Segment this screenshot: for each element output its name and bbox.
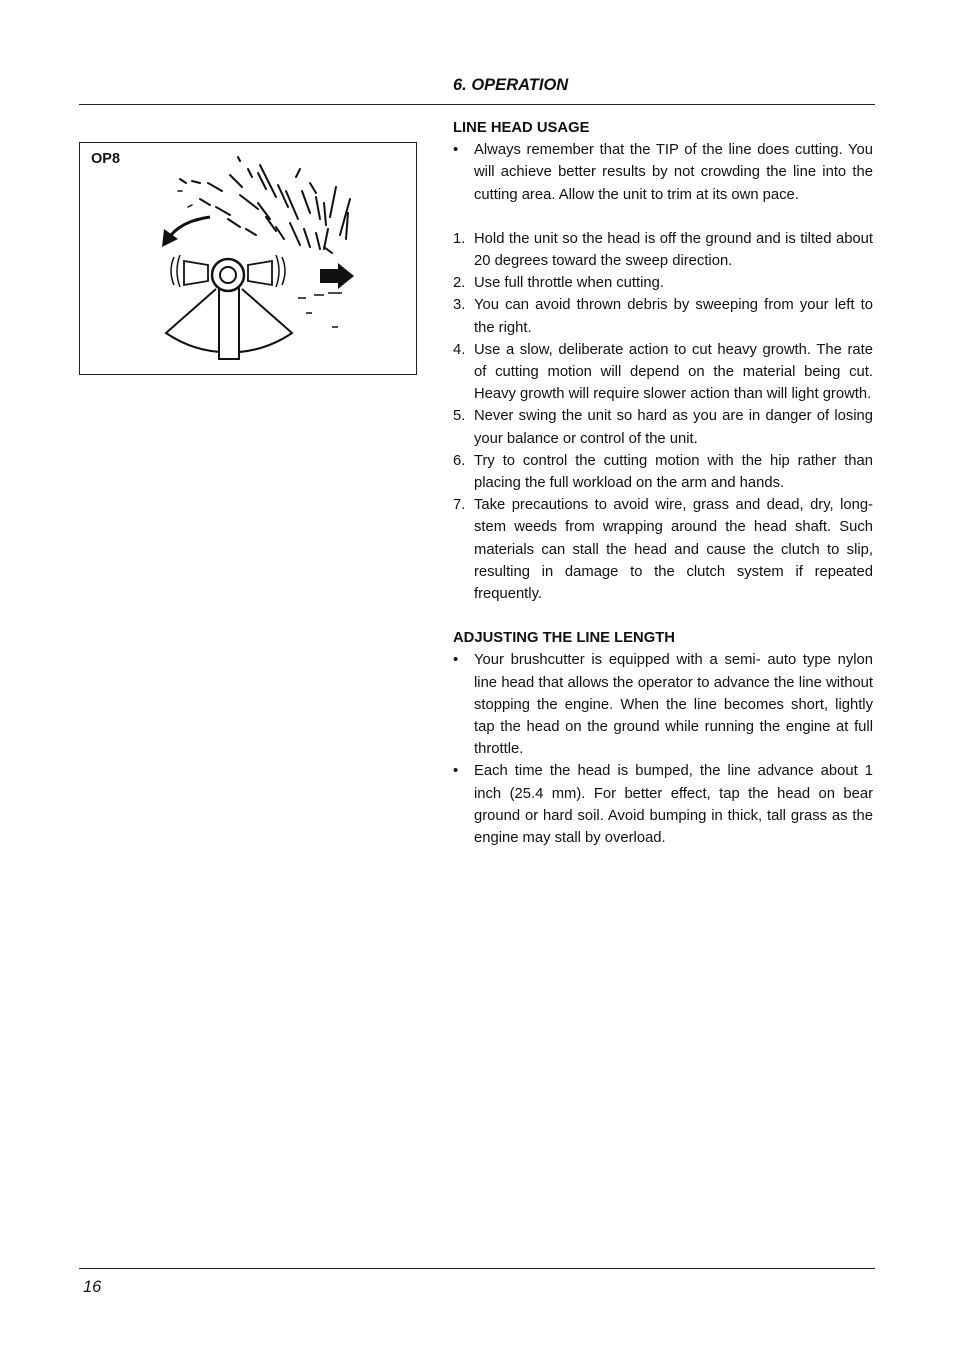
step-text: Try to control the cutting motion with the hip rather than placing the full workload on the arm and hands. (474, 452, 873, 492)
footer-rule (79, 1268, 875, 1269)
bullet-text: Your brushcutter is equipped with a semi- auto type nylon line head that allows the operator to advance the line without stopping the engine. When the line becomes short, lightly tap the head on the ground while running the engine at full throttle. (474, 652, 873, 758)
step-text: Use full throttle when cutting. (474, 275, 664, 292)
figure-label: OP8 (91, 151, 121, 167)
main-content (453, 117, 873, 849)
spacer (453, 605, 873, 627)
step-item (453, 272, 873, 294)
page-number: 16 (83, 1278, 102, 1296)
bullet-item (453, 139, 873, 206)
trimmer-sweep-illustration (80, 143, 416, 374)
step-number: 3. (453, 297, 466, 314)
step-item (453, 494, 873, 605)
step-number: 2. (453, 275, 466, 292)
step-item (453, 228, 873, 272)
step-text: Never swing the unit so hard as you are in danger of losing your balance or control of the unit. (474, 408, 873, 447)
figure-op8 (79, 142, 417, 375)
step-text: You can avoid thrown debris by sweeping from your left to the right. (474, 297, 873, 336)
bullet-marker: • (453, 763, 459, 780)
step-number: 6. (453, 452, 466, 469)
header-rule (79, 104, 875, 105)
step-text: Take precautions to avoid wire, grass and dead, dry, long-stem weeds from wrapping around the head shaft. Such materials can stall the head and cause the clutch to slip, resulting in damage to the clutch system if repeated frequently. (474, 497, 873, 603)
step-item (453, 450, 873, 494)
step-text: Use a slow, deliberate action to cut heavy growth. The rate of cutting motion will depend on the material being cut. Heavy growth will require slower action than will light growth. (474, 341, 873, 403)
spacer (453, 206, 873, 228)
step-number: 7. (453, 497, 466, 514)
step-number: 4. (453, 341, 466, 358)
bullet-marker: • (453, 142, 459, 159)
bullet-item (453, 649, 873, 760)
section-heading-adjusting-line-length: ADJUSTING THE LINE LENGTH (453, 630, 675, 647)
bullet-text: Each time the head is bumped, the line advance about 1 inch (25.4 mm). For better effect, tap the head on bear ground or hard soil. Avoid bumping in thick, tall grass as the engine may stall by overload. (474, 763, 873, 847)
section-heading-line-head-usage: LINE HEAD USAGE (453, 120, 590, 136)
step-number: 1. (453, 230, 466, 247)
bullet-item (453, 760, 873, 849)
step-item (453, 339, 873, 406)
bullet-marker: • (453, 652, 459, 669)
step-text: Hold the unit so the head is off the ground and is tilted about 20 degrees toward the sweep direction. (474, 230, 873, 270)
step-item (453, 405, 873, 449)
section-header-title: 6. OPERATION (453, 76, 569, 94)
step-number: 5. (453, 408, 466, 425)
bullet-text: Always remember that the TIP of the line does cutting. You will achieve better results by not crowding the line into the cutting area. Allow the unit to trim at its own pace. (474, 142, 873, 203)
step-item (453, 294, 873, 338)
